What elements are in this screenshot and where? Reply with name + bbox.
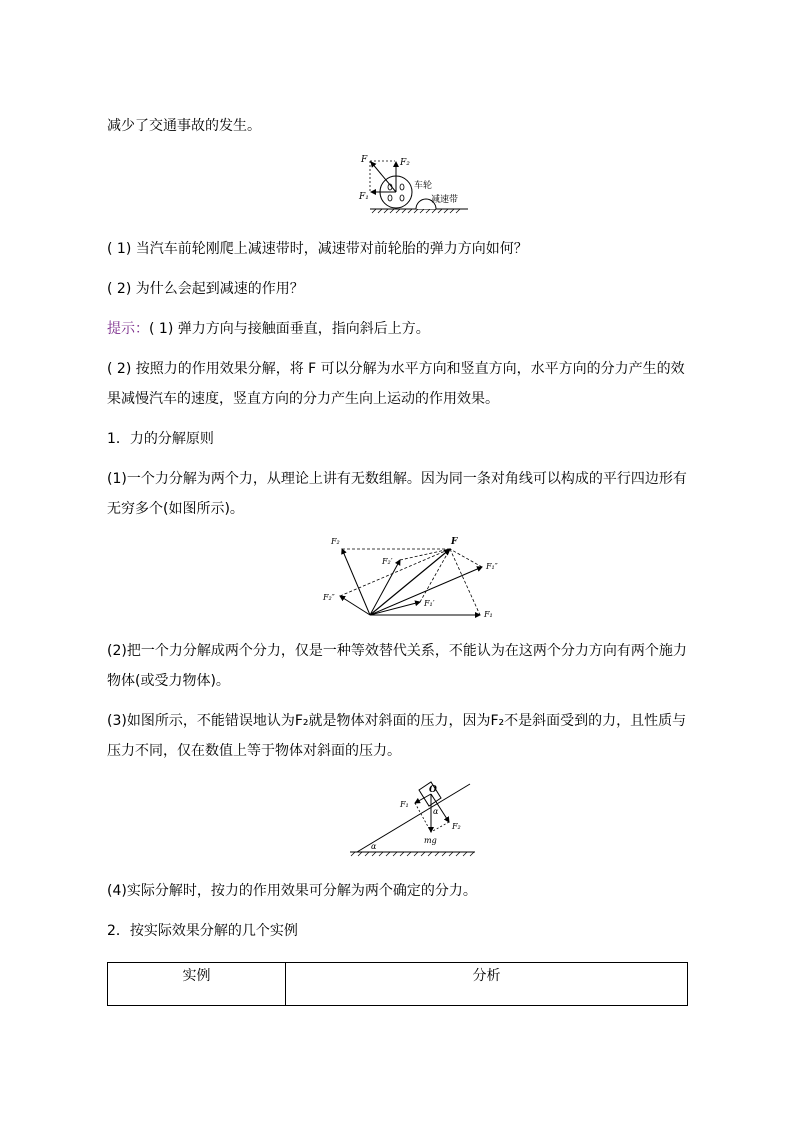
- label-alpha-bottom: α: [371, 842, 377, 851]
- label-F2-prime: F₂′: [382, 557, 393, 566]
- label-F: F: [361, 155, 368, 165]
- rule-2: (2)把一个力分解成两个分力，仅是一种等效替代关系，不能认为在这两个分力方向有两个施力物体(或受力物体)。: [107, 643, 687, 689]
- header-example: 实例: [108, 963, 286, 1006]
- table-header-row: [108, 963, 688, 1006]
- label-O: O: [429, 785, 437, 795]
- label-F2-double-prime: F₂″: [323, 593, 335, 602]
- label-F1-double-prime: F₁″: [486, 562, 498, 571]
- question-1: ( 1) 当汽车前轮刚爬上减速带时，减速带对前轮胎的弹力方向如何？: [107, 241, 528, 257]
- hint-label: 提示：: [107, 321, 149, 337]
- label-F2: F₂: [331, 537, 340, 546]
- label-mg: mg: [424, 836, 437, 845]
- label-F2: F₂: [452, 822, 461, 831]
- header-analysis: 分析: [286, 963, 688, 1006]
- wheel-bump-figure: [356, 150, 476, 216]
- hint-text: ( 1) 弹力方向与接触面垂直，指向斜后上方。: [149, 321, 430, 337]
- rule-3: (3)如图所示，不能错误地认为F₂就是物体对斜面的压力，因为F₂不是斜面受到的力，且性质与压力不同，仅在数值上等于物体对斜面的压力。: [107, 713, 687, 759]
- question-2: ( 2) 为什么会起到减速的作用？: [107, 281, 304, 297]
- incline-figure: [345, 772, 480, 860]
- label-alpha-top: α: [433, 807, 439, 816]
- label-F1: F₁: [359, 192, 369, 202]
- label-F1: F₁: [484, 610, 493, 619]
- label-wheel: 车轮: [414, 181, 433, 191]
- hint-answer-1: [107, 314, 690, 344]
- parallelogram-figure: [320, 532, 510, 622]
- rule-4: (4)实际分解时，按力的作用效果可分解为两个确定的分力。: [107, 883, 477, 899]
- rule-1: (1)一个力分解为两个力，从理论上讲有无数组解。因为同一条对角线可以构成的平行四边形有无穷多个(如图所示)。: [107, 471, 687, 517]
- heading-examples: 2．按实际效果分解的几个实例: [107, 923, 298, 939]
- label-F: F: [451, 537, 458, 547]
- answer-2: ( 2) 按照力的作用效果分解，将 F 可以分解为水平方向和竖直方向，水平方向的分力产生的效果减慢汽车的速度，竖直方向的分力产生向上运动的作用效果。: [107, 361, 685, 407]
- paragraph-intro: 减少了交通事故的发生。: [107, 118, 261, 134]
- examples-table: [107, 962, 688, 1006]
- label-F1: F₁: [400, 800, 409, 809]
- label-bump: 减速带: [431, 195, 459, 205]
- label-F2: F₂: [400, 158, 410, 168]
- heading-decomposition-principle: 1．力的分解原则: [107, 431, 214, 447]
- label-F1-prime: F₁′: [424, 599, 435, 608]
